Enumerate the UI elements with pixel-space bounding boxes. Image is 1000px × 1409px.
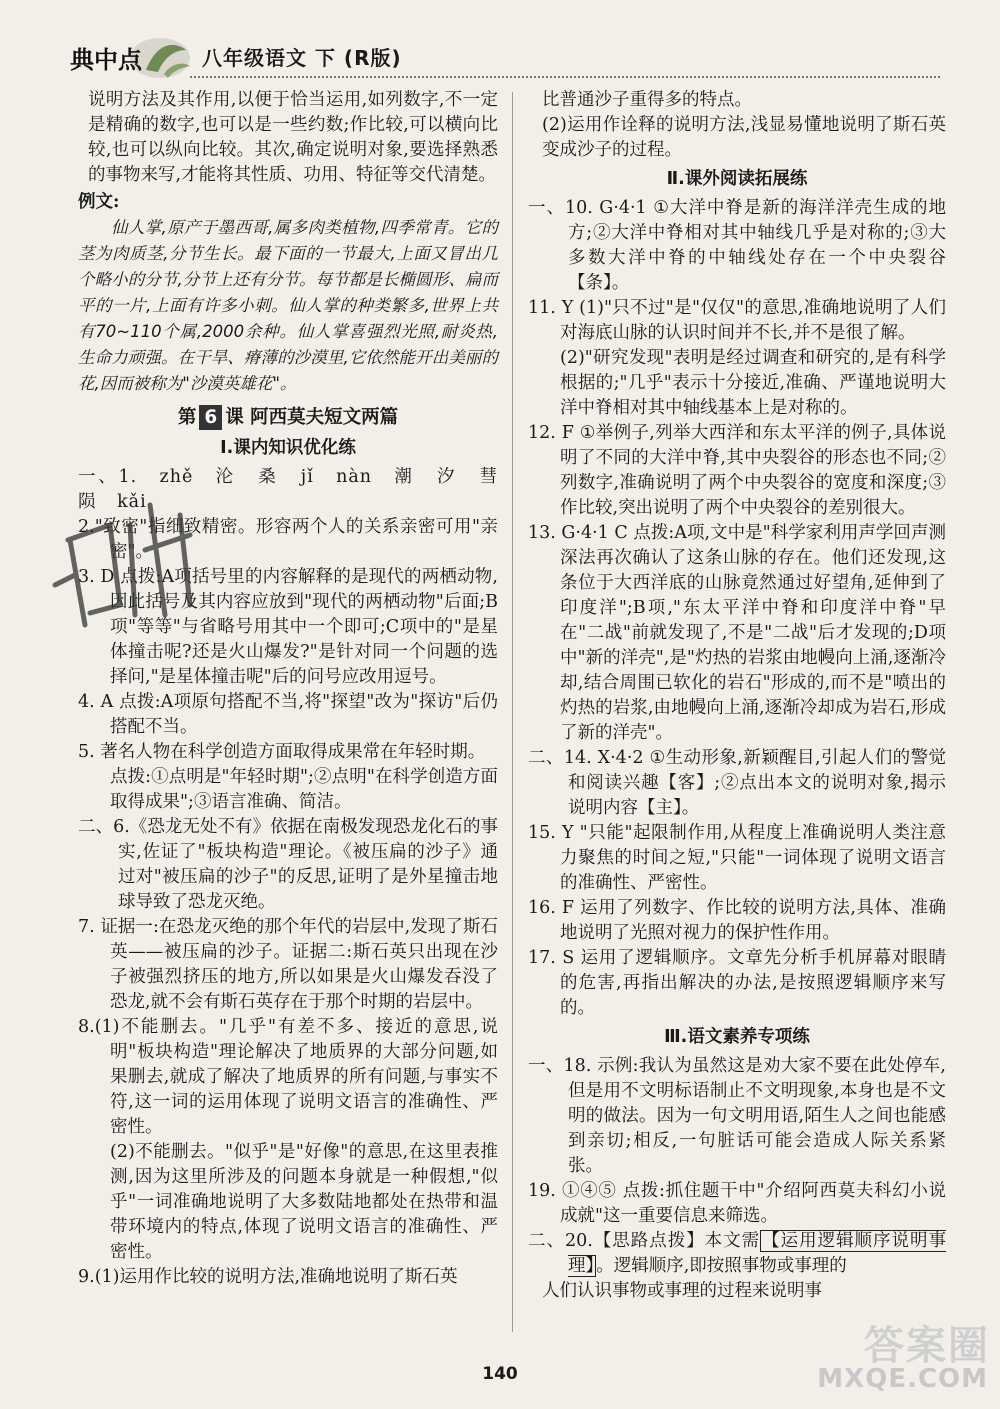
page-number: 140: [482, 1364, 518, 1384]
answer-11-2: (2)"研究发现"表明是经过调查和研究的,是有科学根据的;"几乎"表示十分接近,准确、严谨地说明大洋中脊相对其中轴线基本上是对称的。: [560, 348, 946, 418]
site-watermark: [760, 1312, 1000, 1409]
book-title: 八年级语文 下 (R版): [202, 46, 402, 70]
section-title: Ⅲ.语文素养专项练: [664, 1027, 810, 1047]
answer-9: 9.(1)运用作比较的说明方法,准确地说明了斯石英: [78, 1267, 458, 1287]
section-title: Ⅱ.课外阅读拓展练: [666, 169, 808, 189]
answer-13: 13. G·4·1 C 点拨:A项,文中是"科学家利用声学回声测深法再次确认了这条山脉的存在。他们还发现,这条位于大西洋底的山脉竟然通过好望角,延伸到了印度洋";B项,"东太平洋中脊和印度洋中脊"早在"二战"前就发现了,不是"二战"后才发现的;D项中"新的洋壳",是"灼热的岩浆由地幔向上涌,逐渐冷却,结合周围已软化的岩石"形成的,而不是"喷出的灼热的岩浆,由地幔向上涌,逐渐冷却成为岩石,形成了新的洋壳"。: [528, 523, 946, 743]
brand-logo: [68, 36, 194, 82]
answer-17: 17. S 运用了逻辑顺序。文章先分析手机屏幕对眼睛的危害,再指出解决的办法,是按照逻辑顺序来写的。: [528, 948, 946, 1018]
paragraph: 说明方法及其作用,以便于恰当运用,如列数字,不一定是精确的数字,也可以是一些约数;作比较,可以横向比较,也可以纵向比较。其次,确定说明对象,要选择熟悉的事物来写,才能将其性质、功用、特征等交代清楚。: [88, 90, 498, 185]
example-label: 例文:: [78, 192, 120, 212]
answer-2: 2."致密"指细致精密。形容两个人的关系亲密可用"亲密"。: [78, 517, 498, 562]
answer-9-2: (2)运用作诠释的说明方法,浅显易懂地说明了斯石英变成沙子的过程。: [542, 115, 946, 160]
lesson-prefix: 第: [177, 407, 197, 428]
answer-7: 7. 证据一:在恐龙灭绝的那个年代的岩层中,发现了斯石英——被压扁的沙子。证据二:斯石英只出现在沙子被强烈挤压的地方,所以如果是火山爆发吞没了恐龙,就不会有斯石英存在于那个时期的岩层中。: [78, 917, 498, 1012]
logo-text: 典中点: [70, 46, 142, 74]
column-divider: [512, 92, 513, 1332]
answer-4: 4. A 点拨:A项原句搭配不当,将"探望"改为"探访"后仍搭配不当。: [78, 692, 498, 737]
header-divider: [190, 76, 940, 78]
answer-12: 12. F ①举例子,列举大西洋和东太平洋的例子,具体说明了不同的大洋中脊,其中央裂谷的形态也不同;②列数字,准确说明了两个中央裂谷的宽度和深度;③作比较,突出说明了两个中央裂谷的差别很大。: [528, 423, 946, 518]
lesson-title: [78, 405, 498, 430]
watermark-cn: 答案圈: [864, 1323, 990, 1369]
handwritten-stamp: [40, 495, 205, 640]
answer-3: 3. D 点拨:A项括号里的内容解释的是现代的两栖动物,因此括号及其内容应放到"现代的两栖动物"后面;B项"等等"与省略号用其中一个即可;C项中的"是星体撞击呢?还是火山爆发?"是针对同一个问题的选择问,"是星体撞击呢"后的问号应改用逗号。: [78, 567, 498, 687]
answer-19: 19. ①④⑤ 点拨:抓住题干中"介绍阿西莫夫科幻小说成就"这一重要信息来筛选。: [528, 1181, 946, 1226]
page-header: [40, 30, 940, 88]
highlighted-answer: 【运用逻辑顺序说明事理】: [568, 1231, 946, 1276]
answer-5: 5. 著名人物在科学创造方面取得成果常在年轻时期。: [78, 742, 486, 762]
answer-1: 一、1. zhě 沦 桑 jǐ nàn 潮 汐 彗 陨 kǎi: [78, 467, 498, 512]
left-column: [78, 88, 498, 1290]
section-title: Ⅰ.课内知识优化练: [220, 438, 356, 458]
answer-14: 二、14. X·4·2 ①生动形象,新颖醒目,引起人们的警觉和阅读兴趣【客】;②点出本文的说明对象,揭示说明内容【主】。: [528, 748, 946, 818]
lesson-name: 课 阿西莫夫短文两篇: [225, 407, 399, 428]
answer-16: 16. F 运用了列数字、作比较的说明方法,具体、准确地说明了光照对视力的保护性作用。: [528, 898, 946, 943]
example-text: 仙人掌,原产于墨西哥,属多肉类植物,四季常青。它的茎为肉质茎,分节生长。最下面的一节最大,上面又冒出几个略小的分节,分节上还有分节。每节都是长椭圆形、扁而平的一片,上面有许多小刺。仙人掌的种类繁多,世界上共有70~110个属,2000余种。仙人掌喜强烈光照,耐炎热,生命力顽强。在干旱、瘠薄的沙漠里,它依然能开出美丽的花,因而被称为"沙漠英雄花"。: [78, 218, 498, 393]
answer-5-hint: 点拨:①点明是"年轻时期";②点明"在科学创造方面取得成果";③语言准确、简洁。: [110, 767, 498, 812]
lesson-number: 6: [199, 405, 222, 430]
answer-10: 一、10. G·4·1 ①大洋中脊是新的海洋洋壳生成的地方;②大洋中脊相对其中轴线几乎是对称的;③大多数大洋中脊的中轴线处存在一个中央裂谷【条】。: [528, 198, 946, 293]
answer-15: 15. Y "只能"起限制作用,从程度上准确说明人类注意力聚焦的时间之短,"只能"一词体现了说明文语言的准确性、严密性。: [528, 823, 946, 893]
answer-18: 一、18. 示例:我认为虽然这是劝大家不要在此处停车,但是用不文明标语制止不文明现象,本身也是不文明的做法。因为一句文明用语,陌生人之间也能感到亲切;相反,一句脏话可能会造成人际关系紧张。: [528, 1056, 946, 1176]
answer-8-1: 8.(1)不能删去。"几乎"有差不多、接近的意思,说明"板块构造"理论解决了地质界的大部分问题,如果删去,就成了解决了地质界的所有问题,与事实不符,这一词的运用体现了说明文语言的准确性、严密性。: [78, 1017, 498, 1137]
answer-20-prefix: 二、20.【思路点拨】本文需: [528, 1231, 761, 1251]
right-column: [528, 88, 946, 1304]
answer-11-1: 11. Y (1)"只不过"是"仅仅"的意思,准确地说明了人们对海底山脉的认识时间并不长,并不是很了解。: [528, 298, 946, 343]
answer-20-last: 人们认识事物或事理的过程来说明事: [542, 1281, 822, 1301]
watermark-en: MXQE.COM: [817, 1364, 988, 1394]
answer-20: [528, 1229, 946, 1279]
answer-6: 二、6.《恐龙无处不有》依据在南极发现恐龙化石的事实,佐证了"板块构造"理论。《被压扁的沙子》通过对"被压扁的沙子"的反思,证明了是外星撞击地球导致了恐龙灭绝。: [78, 817, 498, 912]
answer-8-2: (2)不能删去。"似乎"是"好像"的意思,在这里表推测,因为这里所涉及的问题本身就是一种假想,"似乎"一词准确地说明了大多数陆地都处在热带和温带环境内的特点,体现了说明文语言的准确性、严密性。: [110, 1142, 498, 1262]
answer-9-cont: 比普通沙子重得多的特点。: [542, 90, 752, 110]
answer-20-rest: 。逻辑顺序,即按照事物或事理的: [596, 1256, 847, 1276]
